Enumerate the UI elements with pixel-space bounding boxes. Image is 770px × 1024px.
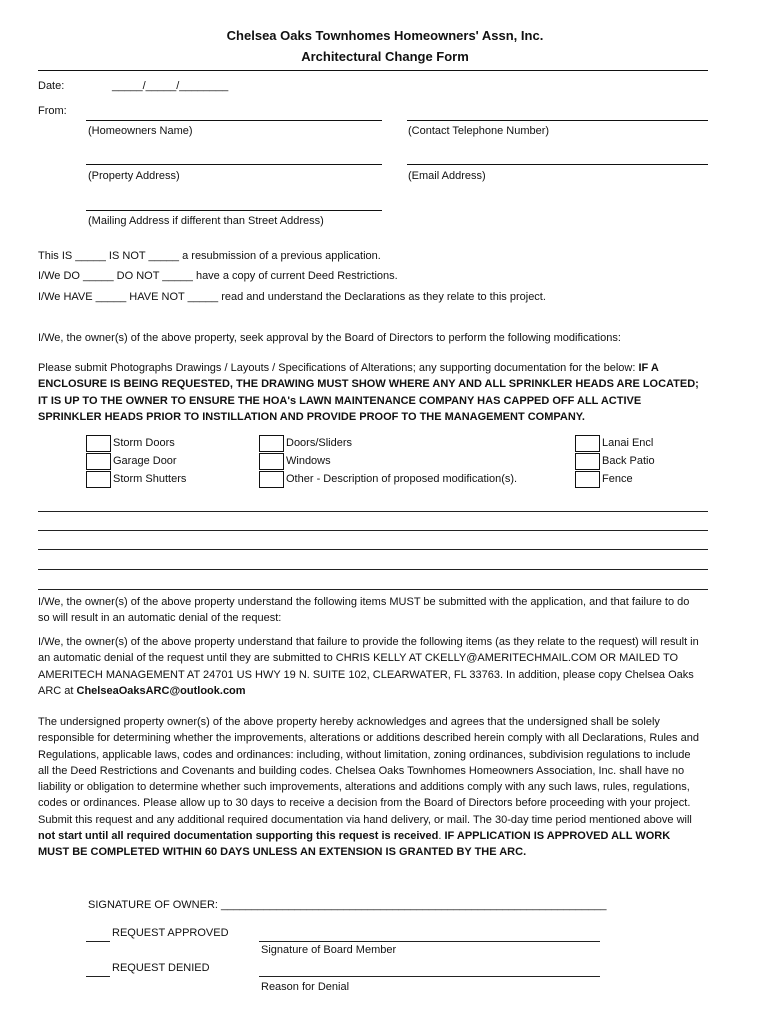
approval-request-text: I/We, the owner(s) of the above property, seek approval by the Board of Directors to perform the following modifications: (38, 332, 621, 344)
checkbox-back-patio[interactable] (575, 453, 600, 470)
option-storm-doors: Storm Doors (113, 437, 175, 449)
mailing-address-line[interactable] (86, 210, 382, 211)
property-address-caption: (Property Address) (88, 170, 180, 182)
acknowledgement-separator: . (438, 830, 445, 843)
checkbox-storm-doors[interactable] (86, 435, 111, 452)
denied-mark-line[interactable] (86, 976, 110, 977)
checkbox-lanai-encl[interactable] (575, 435, 600, 452)
required-items-intro: I/We, the owner(s) of the above property understand the following items MUST be submitted with the application, and that failure to do so will result in an automatic denial of the request: (38, 596, 690, 625)
submit-instructions (38, 360, 703, 425)
acknowledgement-paragraph (38, 714, 703, 861)
owner-signature-field[interactable]: SIGNATURE OF OWNER: _______________________________________________________________ (88, 899, 607, 911)
form-org-title: Chelsea Oaks Townhomes Homeowners' Assn, Inc. (226, 28, 544, 43)
description-line-5[interactable] (38, 589, 708, 590)
documentation-notice: not start until all required documentation supporting this request is received (38, 830, 439, 843)
checkbox-other[interactable] (259, 471, 284, 488)
date-field[interactable]: _____/_____/________ (112, 80, 229, 92)
mailing-address-caption: (Mailing Address if different than Street Address) (88, 215, 324, 227)
approved-mark-line[interactable] (86, 941, 110, 942)
request-denied-label: REQUEST DENIED (112, 962, 210, 974)
declarations-statement[interactable]: I/We HAVE _____ HAVE NOT _____ read and understand the Declarations as they relate to this project. (38, 291, 546, 303)
acknowledgement-text: The undersigned property owner(s) of the above property hereby acknowledges and agrees that the undersigned shall be solely responsible for determining whether the improvements, alterations or additions described herein comply with all Declarations, Rules and Regulations, applicable laws, codes and ordinances: including, without limitation, zoning ordinances, subdivision regulations to include all the Deed Restrictions and Covenants and building codes. Chelsea Oaks Townhomes Homeowners Association, Inc. shall have no liability or obligation to determine whether such improvements, alterations and additions comply with any such laws, rules, regulations, codes or ordinances. Please allow up to 30 days to receive a decision from the Board of Directors before proceeding with your project. Submit this request and any additional required documentation via hand delivery, or mail. The 30-day time period mentioned above will (38, 716, 699, 826)
property-address-line[interactable] (86, 164, 382, 165)
denial-reason-caption: Reason for Denial (261, 981, 350, 993)
option-back-patio: Back Patio (602, 455, 655, 467)
header-divider (38, 70, 708, 71)
request-approved-label: REQUEST APPROVED (112, 927, 229, 939)
homeowners-name-line[interactable] (86, 120, 382, 121)
email-address-caption: (Email Address) (408, 170, 486, 182)
description-line-3[interactable] (38, 549, 708, 550)
option-garage-door: Garage Door (113, 455, 177, 467)
checkbox-garage-door[interactable] (86, 453, 111, 470)
resubmission-statement[interactable]: This IS _____ IS NOT _____ a resubmission of a previous application. (38, 250, 381, 262)
sprinkler-warning: IF A ENCLOSURE IS BEING REQUESTED, THE DRAWING MUST SHOW WHERE ANY AND ALL SPRINKLER HEADS ARE LOCATED; IT IS UP TO THE OWNER TO ENSURE THE HOA's LAWN MAINTENANCE COMPANY HAS CAPPED OFF ALL ACTIVE SPRINKLER HEADS PRIOR TO INSTILLATION AND PROVIDE PROOF TO THE MANAGEMENT COMPANY. (38, 362, 699, 423)
denial-reason-line[interactable] (259, 976, 600, 977)
option-doors-sliders: Doors/Sliders (286, 437, 353, 449)
email-address-line[interactable] (407, 164, 708, 165)
homeowners-name-caption: (Homeowners Name) (88, 125, 193, 137)
board-signature-line[interactable] (259, 941, 600, 942)
option-other: Other - Description of proposed modification(s). (286, 473, 518, 485)
board-signature-caption: Signature of Board Member (261, 944, 397, 956)
arc-email: ChelseaOaksARC@outlook.com (76, 684, 246, 697)
description-line-4[interactable] (38, 569, 708, 570)
checkbox-doors-sliders[interactable] (259, 435, 284, 452)
checkbox-storm-shutters[interactable] (86, 471, 111, 488)
submit-instructions-text: Please submit Photographs Drawings / Layouts / Specifications of Alterations; any supporting documentation for the below: (38, 362, 639, 374)
checkbox-windows[interactable] (259, 453, 284, 470)
failure-text: I/We, the owner(s) of the above property understand that failure to provide the following items (as they relate to the request) will result in an automatic denial of the request until they are submitted to CHRIS KELLY AT CKELLY@AMERITECHMAIL.COM OR MAILED TO AMERITECH MANAGEMENT AT 24701 US HWY 19 N. SUITE 102, CLEARWATER, FL 33763. In addition, please copy Chelsea Oaks ARC at (38, 636, 699, 697)
completion-deadline-notice: IF APPLICATION IS APPROVED ALL WORK MUST BE COMPLETED WITHIN 60 DAYS UNLESS AN EXTENSION IS GRANTED BY THE ARC. (38, 830, 671, 859)
description-line-1[interactable] (38, 511, 708, 512)
date-label: Date: (38, 80, 65, 92)
from-label: From: (38, 105, 67, 117)
option-windows: Windows (286, 455, 331, 467)
option-fence: Fence (602, 473, 633, 485)
form-title: Architectural Change Form (301, 49, 469, 64)
deed-restrictions-statement[interactable]: I/We DO _____ DO NOT _____ have a copy of current Deed Restrictions. (38, 270, 398, 282)
option-storm-shutters: Storm Shutters (113, 473, 187, 485)
description-line-2[interactable] (38, 530, 708, 531)
contact-phone-caption: (Contact Telephone Number) (408, 125, 550, 137)
option-lanai-encl: Lanai Encl (602, 437, 654, 449)
checkbox-fence[interactable] (575, 471, 600, 488)
failure-paragraph (38, 634, 703, 699)
contact-phone-line[interactable] (407, 120, 708, 121)
